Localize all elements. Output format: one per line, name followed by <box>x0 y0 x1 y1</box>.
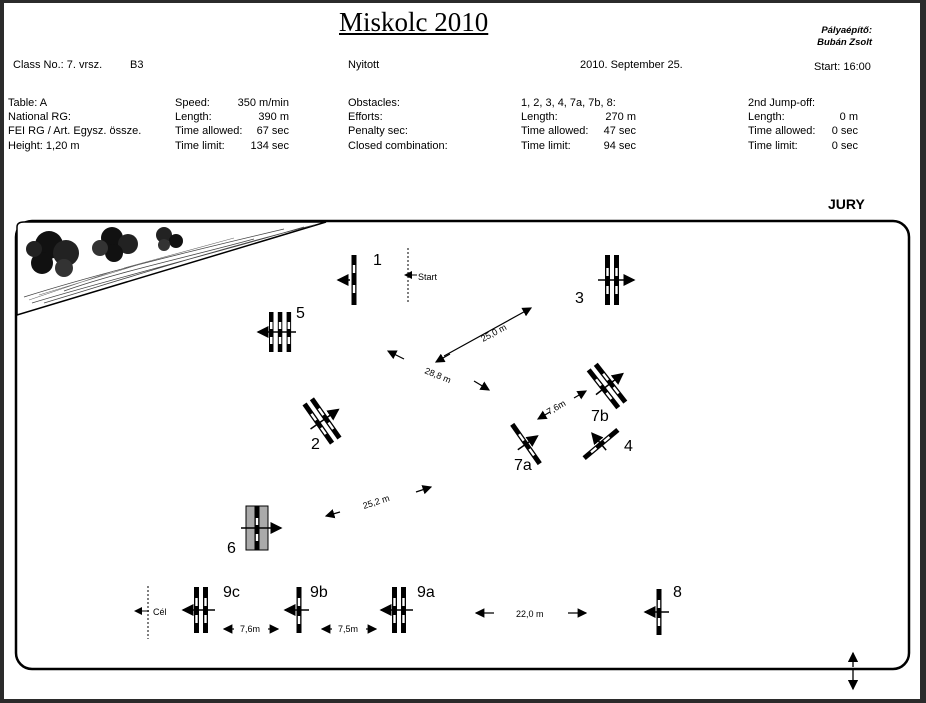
obstacle-number-7b: 7b <box>591 408 609 425</box>
distance-label-8: 22,0 m <box>516 609 544 619</box>
obstacle-number-1: 1 <box>373 252 382 269</box>
builder-name: Bubán Zsolt <box>817 37 872 48</box>
penalty-label: Penalty sec: <box>348 125 408 137</box>
obstacle-7b <box>581 355 637 414</box>
obstacle-9b <box>285 587 309 633</box>
obstacle-9c <box>183 587 215 633</box>
obstacle-1 <box>338 255 357 305</box>
obstacle-number-2: 2 <box>311 436 320 453</box>
obstacle-5 <box>258 312 296 352</box>
jumpoff-length-value: 270 m <box>605 111 636 123</box>
time-allowed-value: 67 sec <box>256 125 289 137</box>
obstacles-label: Obstacles: <box>348 97 400 109</box>
obstacle-number-9a: 9a <box>417 584 435 601</box>
obstacle-number-4: 4 <box>624 438 633 455</box>
distance-label-6: 25,2 m <box>361 492 391 511</box>
jumpoff-time-allowed-value: 47 sec <box>603 125 636 137</box>
obstacle-6 <box>241 506 281 550</box>
start-time: Start: 16:00 <box>814 61 871 73</box>
obstacle-number-6: 6 <box>227 540 236 557</box>
speed-value: 350 m/min <box>237 97 289 109</box>
length-value: 390 m <box>258 111 289 123</box>
jumpoff-time-limit-label: Time limit: <box>521 140 571 152</box>
obstacle-2 <box>297 390 352 449</box>
distance-label-7: 7,6m <box>545 398 568 417</box>
builder-label: Pályaépítő: <box>821 25 872 36</box>
jumpoff-obstacles: 1, 2, 3, 4, 7a, 7b, 8: <box>521 97 616 109</box>
corner-scenery <box>17 222 326 315</box>
course-plan-sheet <box>4 3 920 699</box>
obstacle-number-7a: 7a <box>514 457 532 474</box>
jumpoff-length-label: Length: <box>521 111 558 123</box>
course-drawing <box>4 3 920 699</box>
second-jumpoff-time-allowed-label: Time allowed: <box>748 125 816 137</box>
closed-combination-label: Closed combination: <box>348 140 448 152</box>
second-jumpoff-label: 2nd Jump-off: <box>748 97 816 109</box>
obstacle-number-8: 8 <box>673 584 682 601</box>
jury-label: JURY <box>828 196 865 212</box>
second-jumpoff-length-label: Length: <box>748 111 785 123</box>
time-limit-label: Time limit: <box>175 140 225 152</box>
length-label: Length: <box>175 111 212 123</box>
arena-outline <box>16 221 909 669</box>
height: Height: 1,20 m <box>8 140 80 152</box>
obstacle-3 <box>598 255 634 305</box>
obstacle-9a <box>381 587 413 633</box>
second-jumpoff-time-limit-label: Time limit: <box>748 140 798 152</box>
speed-label: Speed: <box>175 97 210 109</box>
start-label: Start <box>418 272 438 282</box>
finish-label: Cél <box>153 607 167 617</box>
class-number: Class No.: 7. vrsz. <box>13 59 103 71</box>
time-limit-value: 134 sec <box>250 140 289 152</box>
distance-label-2: 28,8 m <box>423 365 453 386</box>
second-jumpoff-length-value: 0 m <box>839 111 858 123</box>
jumpoff-time-limit-value: 94 sec <box>603 140 636 152</box>
page-title: Miskolc 2010 <box>339 7 489 37</box>
distance-label-9c: 7,6m <box>240 624 261 634</box>
obstacle-number-5: 5 <box>296 305 305 322</box>
class-code: B3 <box>130 59 144 71</box>
event-date: 2010. September 25. <box>580 59 683 71</box>
obstacle-4 <box>575 419 623 464</box>
obstacle-number-9b: 9b <box>310 584 328 601</box>
second-jumpoff-time-allowed-value: 0 sec <box>831 125 858 137</box>
distance-label-9b: 7,5m <box>338 624 359 634</box>
obstacle-number-3: 3 <box>575 290 584 307</box>
obstacle-8 <box>645 589 669 635</box>
efforts-label: Efforts: <box>348 111 383 123</box>
national-rg: National RG: <box>8 111 71 123</box>
fei-rg: FEI RG / Art. Egysz. össze. <box>8 125 142 137</box>
obstacle-number-9c: 9c <box>223 584 240 601</box>
table-type: Table: A <box>8 97 48 109</box>
jumpoff-time-allowed-label: Time allowed: <box>521 125 589 137</box>
time-allowed-label: Time allowed: <box>175 125 243 137</box>
distance-label-3: 25,0 m <box>479 322 509 344</box>
second-jumpoff-time-limit-value: 0 sec <box>831 140 858 152</box>
competition-type: Nyitott <box>348 59 380 71</box>
